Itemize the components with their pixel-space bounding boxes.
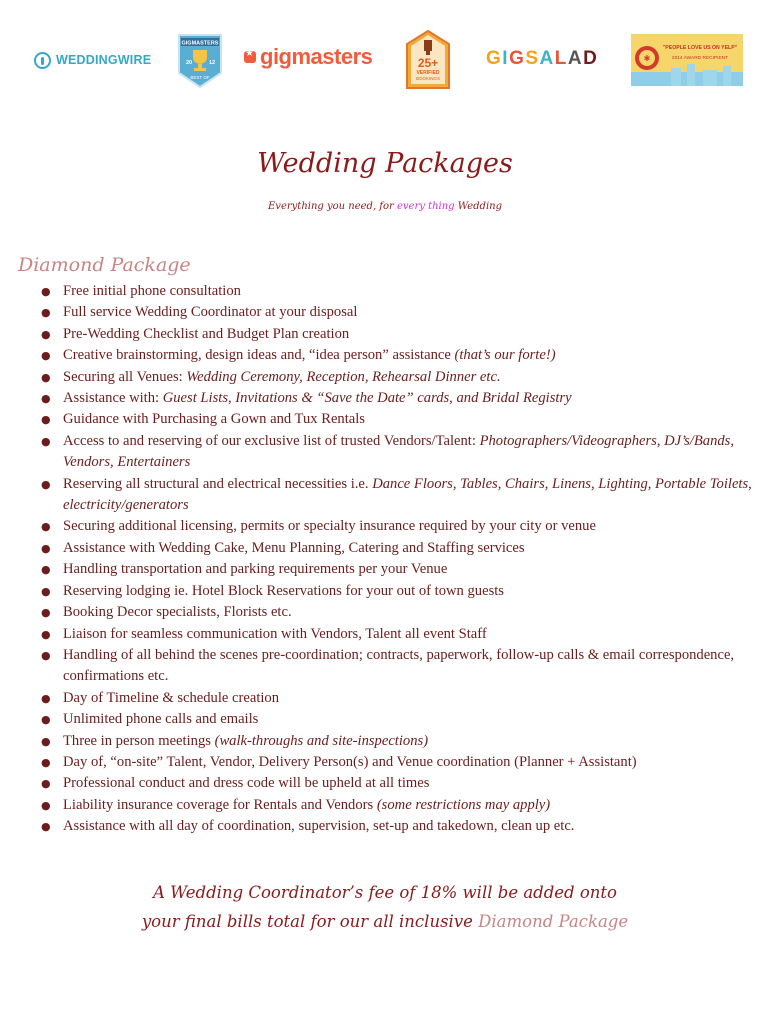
list-item-text: Liability insurance coverage for Rentals and Vendors: [63, 796, 377, 813]
badge-year-left: 20: [186, 60, 193, 66]
list-item: [0, 345, 770, 366]
gigsalad-letter: A: [567, 48, 584, 69]
list-item-text: Creative brainstorming, design ideas and, “idea person” assistance: [63, 347, 455, 364]
gigsalad-letter: I: [502, 48, 510, 69]
list-item-text: Pre-Wedding Checklist and Budget Plan creation: [63, 325, 350, 342]
gigsalad-letter: D: [583, 48, 599, 69]
gigmasters-best-of-badge: [177, 33, 223, 89]
list-item: [0, 516, 770, 537]
list-item-text: Liaison for seamless communication with Vendors, Talent all event Staff: [63, 625, 487, 642]
fee-note: [0, 878, 770, 936]
package-heading: Diamond Package: [18, 254, 191, 276]
list-item-text: Handling transportation and parking requirements per your Venue: [63, 561, 448, 578]
list-item: [0, 795, 770, 816]
list-item: [0, 431, 770, 474]
list-item: [0, 409, 770, 430]
list-item: [0, 581, 770, 602]
list-item-emphasis: Wedding Ceremony, Reception, Rehearsal Dinner etc.: [186, 368, 501, 385]
list-item-text: Assistance with Wedding Cake, Menu Planning, Catering and Staffing services: [63, 539, 525, 556]
list-item: [0, 324, 770, 345]
list-item-text: Reserving lodging ie. Hotel Block Reservations for your out of town guests: [63, 582, 504, 599]
list-item: [0, 688, 770, 709]
gigsalad-logo: [486, 48, 598, 70]
list-item-text: Assistance with:: [63, 390, 163, 407]
list-item-text: Guidance with Purchasing a Gown and Tux Rentals: [63, 411, 365, 428]
weddingwire-wordmark: WEDDINGWIRE: [56, 53, 152, 67]
list-item: [0, 367, 770, 388]
yelp-award-badge: [631, 34, 743, 86]
gigsalad-letter: G: [509, 48, 526, 69]
list-item-emphasis: Guest Lists, Invitations & “Save the Date” cards, and Bridal Registry: [162, 390, 572, 407]
list-item: [0, 816, 770, 837]
fee-note-line2: [0, 907, 770, 936]
subtitle-highlight: every thing: [396, 201, 455, 212]
gigsalad-letter: L: [554, 48, 568, 69]
list-item-text: Booking Decor specialists, Florists etc.: [63, 604, 292, 621]
list-item-emphasis: (some restrictions may apply): [376, 796, 551, 813]
list-item: [0, 709, 770, 730]
star-icon: [244, 51, 256, 63]
list-item: [0, 645, 770, 688]
list-item-text: Handling of all behind the scenes pre-coordination; contracts, paperwork, follow-up calls & email correspondence, confirmations etc.: [63, 646, 735, 685]
fee-note-package-name: Diamond Package: [478, 912, 629, 931]
list-item-text: Full service Wedding Coordinator at your disposal: [63, 304, 358, 321]
verified-line1: VERIFIED: [416, 70, 440, 76]
page-subtitle: [0, 201, 770, 212]
fee-note-line1: A Wedding Coordinator’s fee of 18% will be added onto: [153, 883, 617, 902]
list-item-emphasis: (that’s our forte!): [454, 347, 556, 364]
list-item-text: Unlimited phone calls and emails: [63, 711, 259, 728]
list-item-text: Free initial phone consultation: [63, 283, 241, 299]
yelp-line2: 2014 AWARD RECIPIENT: [671, 56, 729, 61]
verified-line2: BOOKINGS: [415, 76, 441, 81]
list-item-emphasis: Photographers/Videographers, DJ’s/Bands, Vendors, Entertainers: [63, 432, 734, 471]
list-item: [0, 538, 770, 559]
gigmasters-logo: [244, 44, 372, 70]
list-item-emphasis: (walk-throughs and site-inspections): [214, 732, 429, 749]
badge-top-text: GIGMASTERS: [181, 40, 219, 47]
gigmasters-wordmark: gigmasters: [260, 44, 373, 69]
weddingwire-icon: [34, 52, 51, 69]
list-item-text: Three in person meetings: [63, 732, 215, 749]
page-title: Wedding Packages: [257, 148, 513, 179]
list-item-text: Day of Timeline & schedule creation: [63, 689, 280, 706]
list-item-text: Securing all Venues:: [63, 368, 187, 385]
yelp-icon: ✱: [643, 54, 651, 63]
gigsalad-letter: G: [486, 48, 503, 69]
list-item: [0, 388, 770, 409]
list-item: [0, 731, 770, 752]
list-item: [0, 773, 770, 794]
list-item: [0, 559, 770, 580]
list-item-text: Assistance with all day of coordination, supervision, set-up and takedown, clean up etc.: [63, 818, 575, 835]
fee-note-text: your final bills total for our all inclusive: [141, 912, 479, 931]
list-item-text: Professional conduct and dress code will be upheld at all times: [63, 775, 430, 792]
list-item-emphasis: Dance Floors, Tables, Chairs, Linens, Lighting, Portable Toilets, electricity/generators: [63, 475, 752, 514]
list-item-text: Reserving all structural and electrical necessities i.e.: [63, 475, 373, 492]
badge-bottom-text: BEST OF: [190, 75, 210, 80]
list-item: [0, 474, 770, 517]
subtitle-text-end: Wedding: [454, 201, 502, 212]
package-features-list: [0, 281, 770, 838]
list-item-text: Day of, “on-site” Talent, Vendor, Delivery Person(s) and Venue coordination (Planner + Assistant): [63, 753, 637, 770]
list-item: [0, 281, 770, 302]
gigsalad-letter: A: [539, 48, 555, 69]
subtitle-text: Everything you need, for: [268, 201, 397, 212]
gigsalad-letter: S: [525, 48, 540, 69]
partner-logos: [0, 28, 770, 94]
list-item-text: Securing additional licensing, permits or specialty insurance required by your city or venue: [63, 518, 596, 535]
weddingwire-logo: [34, 50, 151, 70]
yelp-line1: "PEOPLE LOVE US ON YELP": [662, 45, 738, 51]
list-item-text: Access to and reserving of our exclusive list of trusted Vendors/Talent:: [63, 432, 480, 449]
badge-year-right: 12: [209, 60, 216, 66]
list-item: [0, 302, 770, 323]
list-item: [0, 624, 770, 645]
verified-count: 25+: [417, 56, 439, 70]
list-item: [0, 602, 770, 623]
verified-bookings-badge: [405, 30, 451, 90]
list-item: [0, 752, 770, 773]
